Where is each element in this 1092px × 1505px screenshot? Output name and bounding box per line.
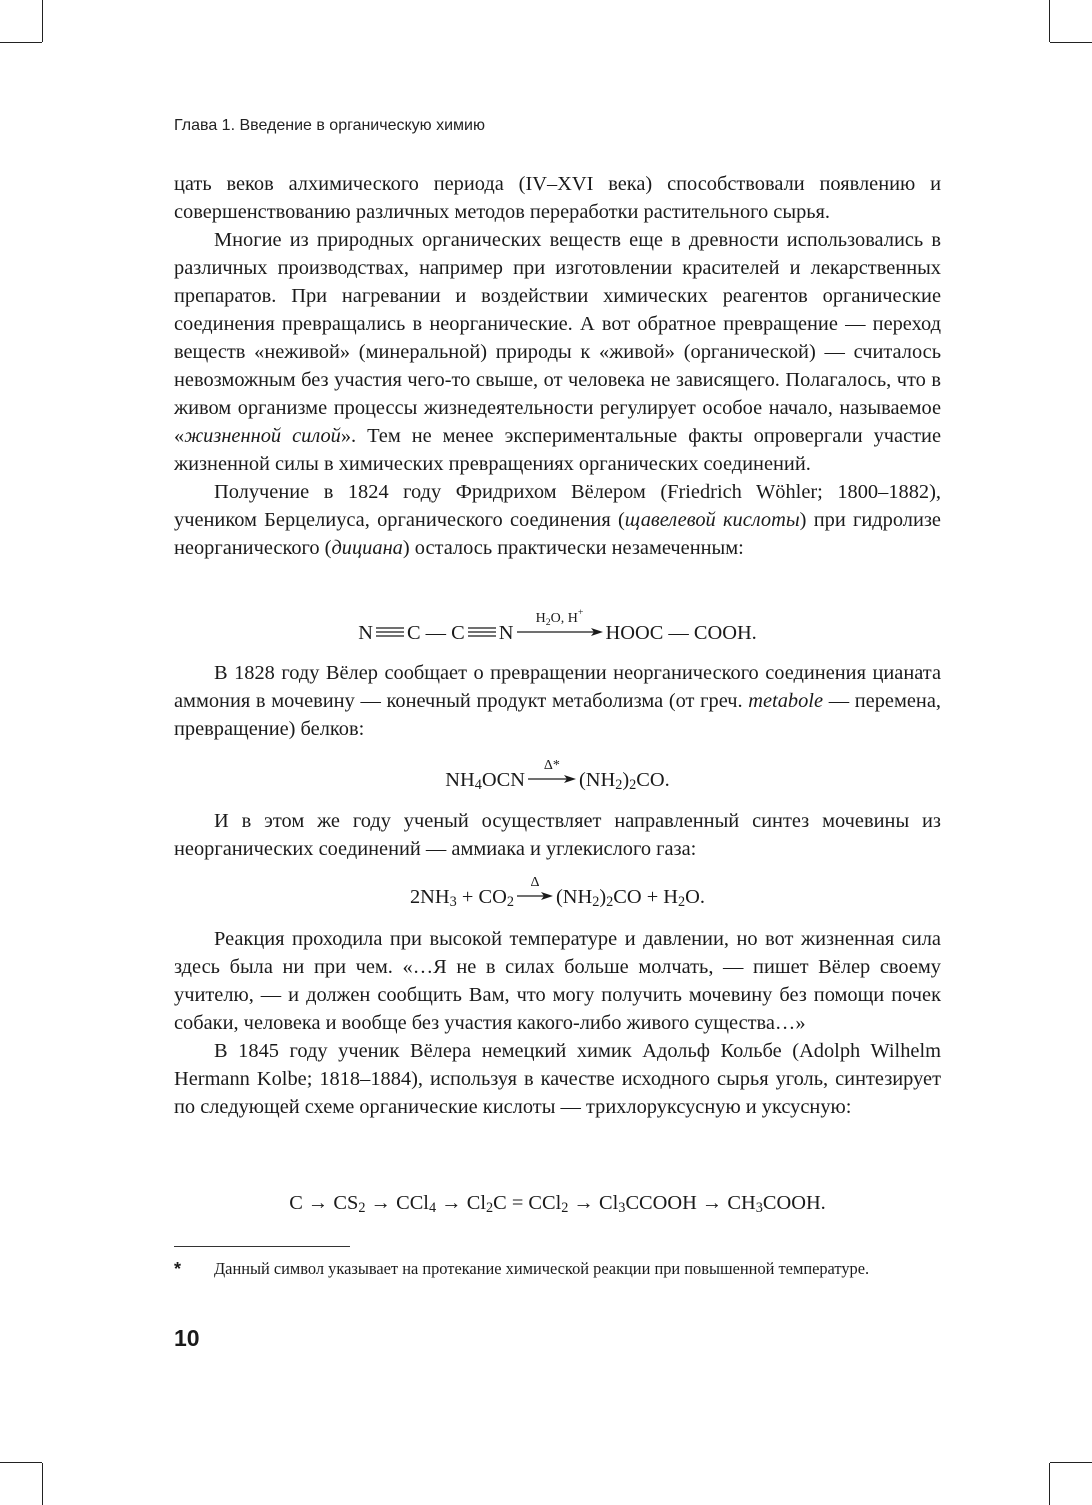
triple-bond-icon bbox=[468, 626, 496, 638]
paragraph-1: цать веков алхимического периода (IV–XVI века) способствовали появлению и совершенствованию различных методов переработки растительного сырья. bbox=[174, 173, 941, 223]
paragraph-7: В 1845 году ученик Вёлера немецкий химик Адольф Кольбе (Adolph Wilhelm Hermann Kolbe; 1818–1884), используя в качестве исходного сырья уголь, синтезирует по следующей схеме органические кислоты — трихлоруксусную и уксусную: bbox=[174, 1040, 941, 1118]
text-block-1 bbox=[174, 170, 941, 562]
paragraph-6: Реакция проходила при высокой температуре и давлении, но вот жизненная сила здесь была ни при чем. «…Я не в силах больше молчать, — пишет Вёлер своему учителю, — и должен сообщить Вам, что могу получить мочевину без помощи почек собаки, человека и вообще без участия какого-либо живого существа…» bbox=[174, 928, 941, 1034]
equation-urea-synthesis: $2NH_3 + CO_2$ Δ $(NH_2)_2CO + H_2O$. bbox=[409, 875, 705, 910]
crop-mark bbox=[1049, 0, 1050, 42]
crop-mark bbox=[42, 1463, 43, 1505]
reaction-condition: $H_2O$, H+ bbox=[535, 607, 584, 628]
crop-mark bbox=[0, 1462, 42, 1463]
text-block-4 bbox=[174, 925, 941, 1121]
arrow-right-icon bbox=[517, 627, 603, 637]
reaction-arrow bbox=[528, 758, 576, 786]
paragraph-2: Многие из природных органических веществ еще в древности использовались в различных производствах, например при изготовлении красителей и лекарственных препаратов. При нагревании и воздействии химических реагентов органические соединения превращались в неорганические. А вот обратное превращение — переход веществ «неживой» (минеральной) природы к «живой» (органической) — считалось невозможным без участия чего-то свыше, от человека не зависящего. Полагалось, что в живом организме процессы жизнедеятельности регулирует особое начало, называемое «жизненной силой». Тем не менее экспериментальные факты опровергали участие жизненной силы в химических превращениях органических соединений. bbox=[174, 229, 941, 475]
triple-bond-icon bbox=[376, 626, 404, 638]
footnote-text: Данный символ указывает на протекание химической реакции при повышенной температуре. bbox=[214, 1259, 870, 1278]
text-block-2 bbox=[174, 659, 941, 743]
page-number: 10 bbox=[174, 1325, 200, 1351]
crop-mark bbox=[1050, 1462, 1092, 1463]
crop-mark bbox=[0, 42, 42, 43]
equation-kolbe-chain: $C \to CS_2 \to CCl_4 \to Cl_2C = CCl_2$ → $Cl_3CCOOH$ → $CH_3COOH$. bbox=[289, 1192, 826, 1216]
reaction-arrow bbox=[517, 607, 603, 639]
crop-mark bbox=[42, 0, 43, 42]
crop-mark bbox=[1050, 42, 1092, 43]
equation-dicyan-hydrolysis: N C — C N $H_2O$, H+ HOOC — COOH. bbox=[358, 607, 757, 644]
footnote-divider bbox=[174, 1246, 350, 1247]
paragraph-5: И в этом же году ученый осуществляет направленный синтез мочевины из неорганических соединений — аммиака и углекислого газа: bbox=[174, 810, 941, 860]
arrow-right-icon bbox=[528, 774, 576, 784]
equation-urea-from-cyanate: $NH_4OCN$ Δ* $(NH_2)_2CO$. bbox=[445, 758, 670, 793]
paragraph-4: В 1828 году Вёлер сообщает о превращении неорганического соединения цианата аммония в мочевину — конечный продукт метаболизма (от греч. metabole — перемена, превращение) белков: bbox=[174, 662, 941, 740]
reaction-arrow bbox=[517, 875, 553, 903]
arrow-right-icon bbox=[517, 891, 553, 901]
text-block-3 bbox=[174, 807, 941, 863]
paragraph-3: Получение в 1824 году Фридрихом Вёлером (Friedrich Wöhler; 1800–1882), учеником Берцелиуса, органического соединения (щавелевой кислоты) при гидролизе неорганического (дициана) осталось практически незамеченным: bbox=[174, 481, 941, 559]
running-header: Глава 1. Введение в органическую химию bbox=[174, 117, 485, 134]
footnote-marker: * bbox=[174, 1259, 182, 1279]
crop-mark bbox=[1049, 1463, 1050, 1505]
reaction-condition: Δ bbox=[530, 875, 540, 890]
reaction-condition: Δ* bbox=[543, 758, 560, 773]
